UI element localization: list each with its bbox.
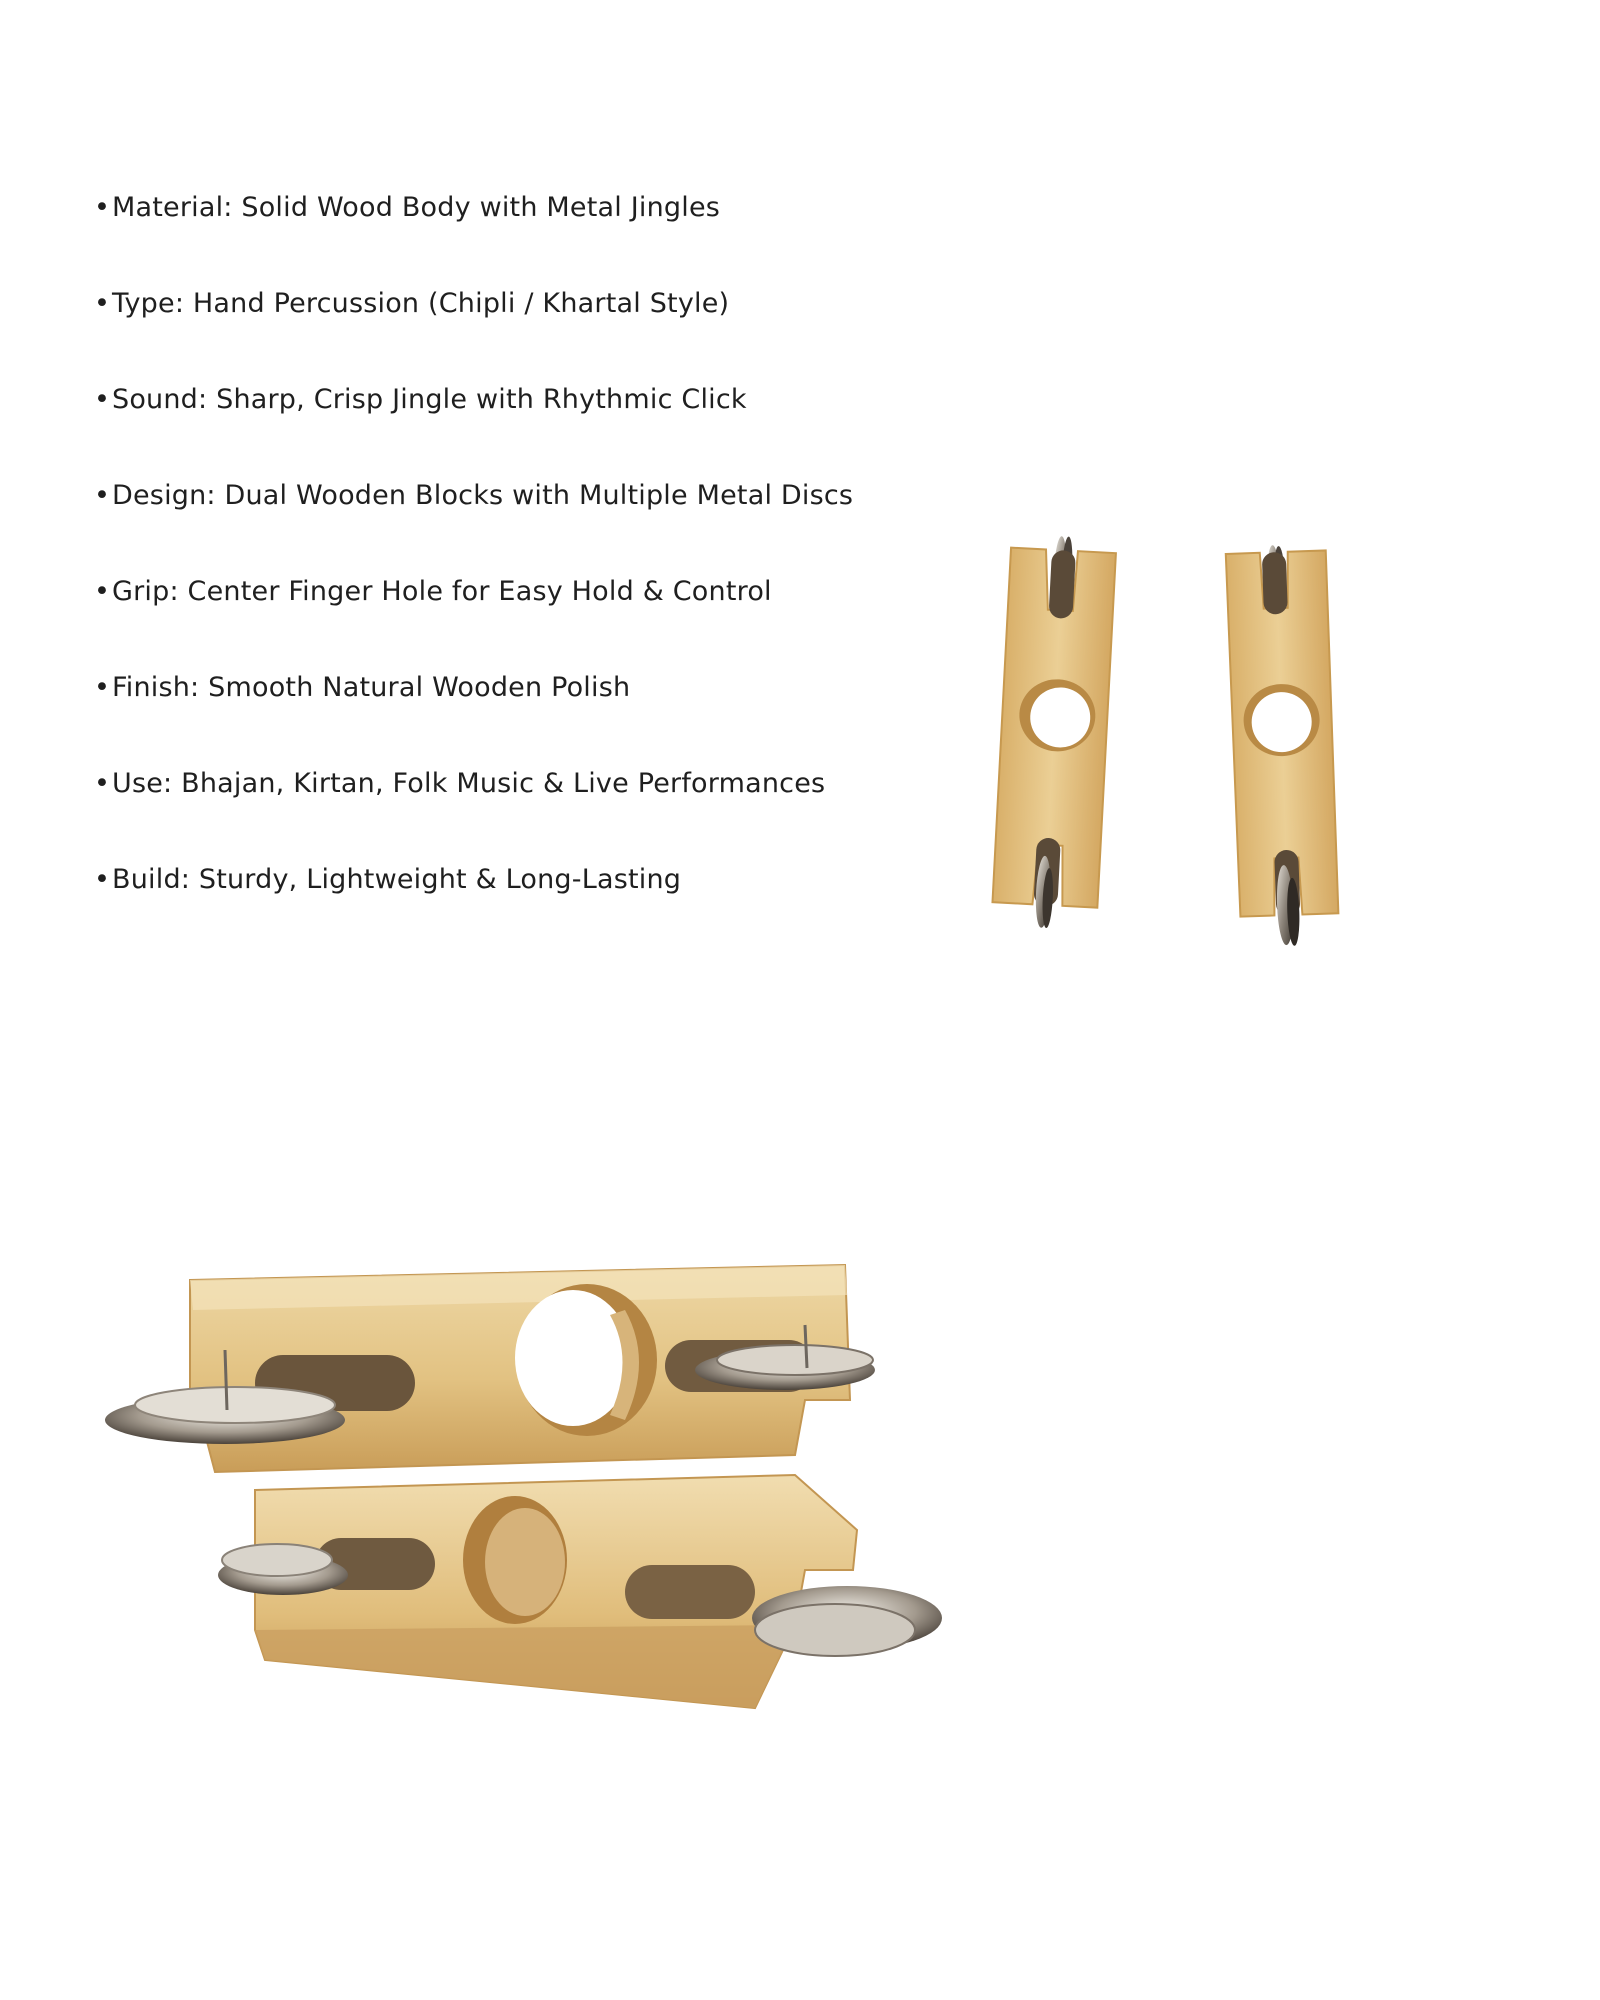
bullet-icon: • [94,864,111,895]
feature-text: Use: Bhajan, Kirtan, Folk Music & Live Performances [112,768,826,799]
feature-type [94,284,853,380]
feature-text: Grip: Center Finger Hole for Easy Hold & Control [112,576,772,607]
clapper-lower [218,1475,942,1708]
feature-text: Design: Dual Wooden Blocks with Multiple Metal Discs [112,480,854,511]
bullet-icon: • [94,672,111,703]
bullet-icon: • [94,192,111,223]
clapper-right [1226,543,1340,947]
feature-material [94,188,853,284]
product-photo-upright-pair [955,520,1415,990]
feature-build [94,860,853,956]
bullet-icon: • [94,768,111,799]
bullet-icon: • [94,480,111,511]
clapper-left [991,534,1116,931]
feature-sound [94,380,853,476]
feature-text: Build: Sturdy, Lightweight & Long-Lasting [112,864,682,895]
bullet-icon: • [94,576,111,607]
feature-text: Sound: Sharp, Crisp Jingle with Rhythmic Click [112,384,747,415]
feature-text: Finish: Smooth Natural Wooden Polish [112,672,631,703]
clapper-upper [105,1265,875,1472]
feature-list [94,188,853,956]
feature-grip [94,572,853,668]
feature-text: Material: Solid Wood Body with Metal Jingles [112,192,721,223]
feature-design [94,476,853,572]
feature-use [94,764,853,860]
product-photo-stacked-pair [105,1240,1005,1780]
bullet-icon: • [94,288,111,319]
feature-text: Type: Hand Percussion (Chipli / Khartal Style) [112,288,730,319]
bullet-icon: • [94,384,111,415]
feature-finish [94,668,853,764]
